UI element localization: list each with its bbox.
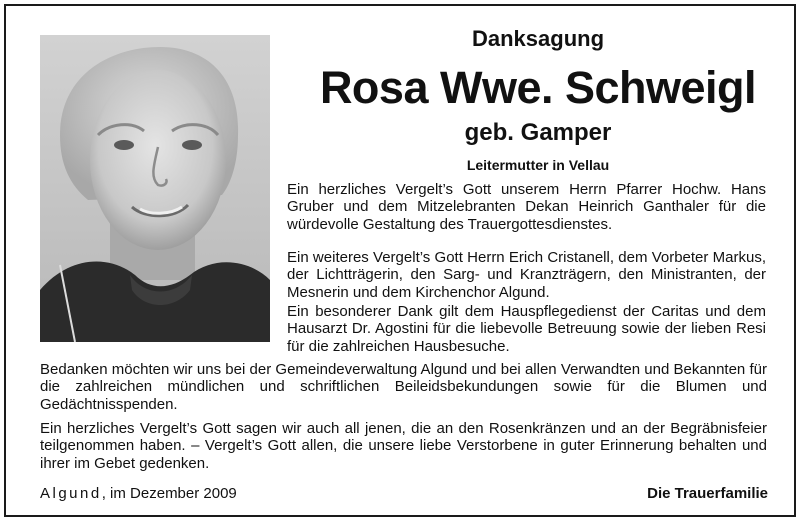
- date-text: , im Dezember 2009: [101, 485, 237, 502]
- birth-name: geb. Gamper: [464, 119, 612, 146]
- portrait-photo: [40, 35, 270, 342]
- role-subtitle: Leitermutter in Vellau: [466, 157, 610, 173]
- thanks-paragraph-2: Ein weiteres Vergelt’s Gott Herrn Erich Cristanell, dem Vorbeter Markus, der Lichtträgerin, den Sarg- und Kranzträgern, den Ministranten, der Mesnerin und dem Kirchenchor Algund.: [287, 249, 766, 301]
- thanks-paragraph-3: Ein besonderer Dank gilt dem Hauspflegedienst der Caritas und dem Hausarzt Dr. Agostini für die liebevolle Betreuung sowie der lieben Resi für die zahlreichen Hausbesuche.: [287, 303, 766, 355]
- place-date-line: [40, 485, 237, 502]
- thanks-paragraph-1: Ein herzliches Vergelt’s Gott unserem Herrn Pfarrer Hochw. Hans Gruber und dem Mitzelebranten Dekan Heinrich Ganthaler für die würdevolle Gestaltung des Trauergottesdienstes.: [287, 181, 766, 233]
- page-title: Danksagung: [471, 26, 605, 51]
- deceased-name: Rosa Wwe. Schweigl: [319, 62, 757, 113]
- thanks-paragraph-5: Ein herzliches Vergelt’s Gott sagen wir auch all jenen, die an den Rosenkränzen und an der Begräbnisfeier teilgenommen haben. – Vergelt’s Gott allen, die unsere liebe Verstorbene in guter Erinnerung behalten und ihrer im Gebet gedenken.: [40, 420, 767, 472]
- signature: Die Trauerfamilie: [647, 485, 768, 502]
- thanks-paragraph-4: Bedanken möchten wir uns bei der Gemeindeverwaltung Algund und bei allen Verwandten und Bekannten für die zahlreichen mündlichen und schriftlichen Beileidsbekundungen sowie für die Blumen und Gedächtnisspenden.: [40, 361, 767, 413]
- place-name: Algund: [40, 485, 102, 502]
